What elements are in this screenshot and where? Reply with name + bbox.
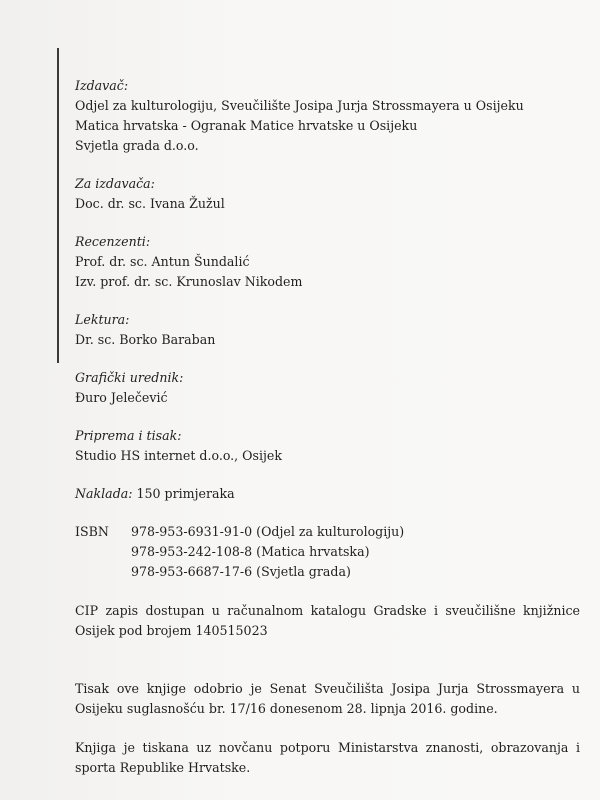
reviewers-label: Recenzenti: [75,234,151,249]
margin-rule [57,48,59,363]
for-publisher-label: Za izdavača: [75,176,155,191]
publisher-line: Matica hrvatska - Ogranak Matice hrvatske u Osijeku [75,118,418,133]
reviewer-name: Izv. prof. dr. sc. Krunoslav Nikodem [75,274,303,289]
approval-statement: Tisak ove knjige odobrio je Senat Sveučilišta Josipa Jurja Strossmayera u Osijeku suglasnošću br. 17/16 donesenom 28. lipnja 2016. godine. [75,681,580,716]
publisher-label: Izdavač: [75,78,129,93]
prepress-block [75,426,580,466]
proofreading-label: Lektura: [75,312,130,327]
isbn-entry: 978-953-6687-17-6 (Svjetla grada) [131,564,351,579]
prepress-label: Priprema i tisak: [75,428,182,443]
funding-statement: Knjiga je tiskana uz novčanu potporu Ministarstva znanosti, obrazovanja i sporta Republike Hrvatske. [75,740,580,775]
isbn-label: ISBN [75,524,109,539]
isbn-entry: 978-953-6931-91-0 (Odjel za kulturologiju) [131,524,405,539]
isbn-block [75,522,580,582]
print-run-value: 150 primjeraka [132,486,235,501]
imprint-content [75,76,580,778]
publisher-line: Svjetla grada d.o.o. [75,138,199,153]
proofreading-block [75,310,580,350]
for-publisher-name: Doc. dr. sc. Ivana Žužul [75,196,225,211]
for-publisher-block [75,174,580,214]
graphic-editor-label: Grafički urednik: [75,370,184,385]
prepress-name: Studio HS internet d.o.o., Osijek [75,448,282,463]
graphic-editor-block [75,368,580,408]
isbn-list [131,522,404,582]
print-run-label: Naklada: [75,486,133,501]
isbn-entry: 978-953-242-108-8 (Matica hrvatska) [131,544,370,559]
print-run-block [75,484,580,504]
cip-statement: CIP zapis dostupan u računalnom katalogu Gradske i sveučilišne knjižnice Osijek pod brojem 140515023 [75,603,580,638]
reviewers-block [75,232,580,292]
publisher-line: Odjel za kulturologiju, Sveučilište Josipa Jurja Strossmayera u Osijeku [75,98,524,113]
reviewer-name: Prof. dr. sc. Antun Šundalić [75,254,250,269]
publisher-block [75,76,580,156]
graphic-editor-name: Đuro Jelečević [75,390,168,405]
proofreader-name: Dr. sc. Borko Baraban [75,332,216,347]
